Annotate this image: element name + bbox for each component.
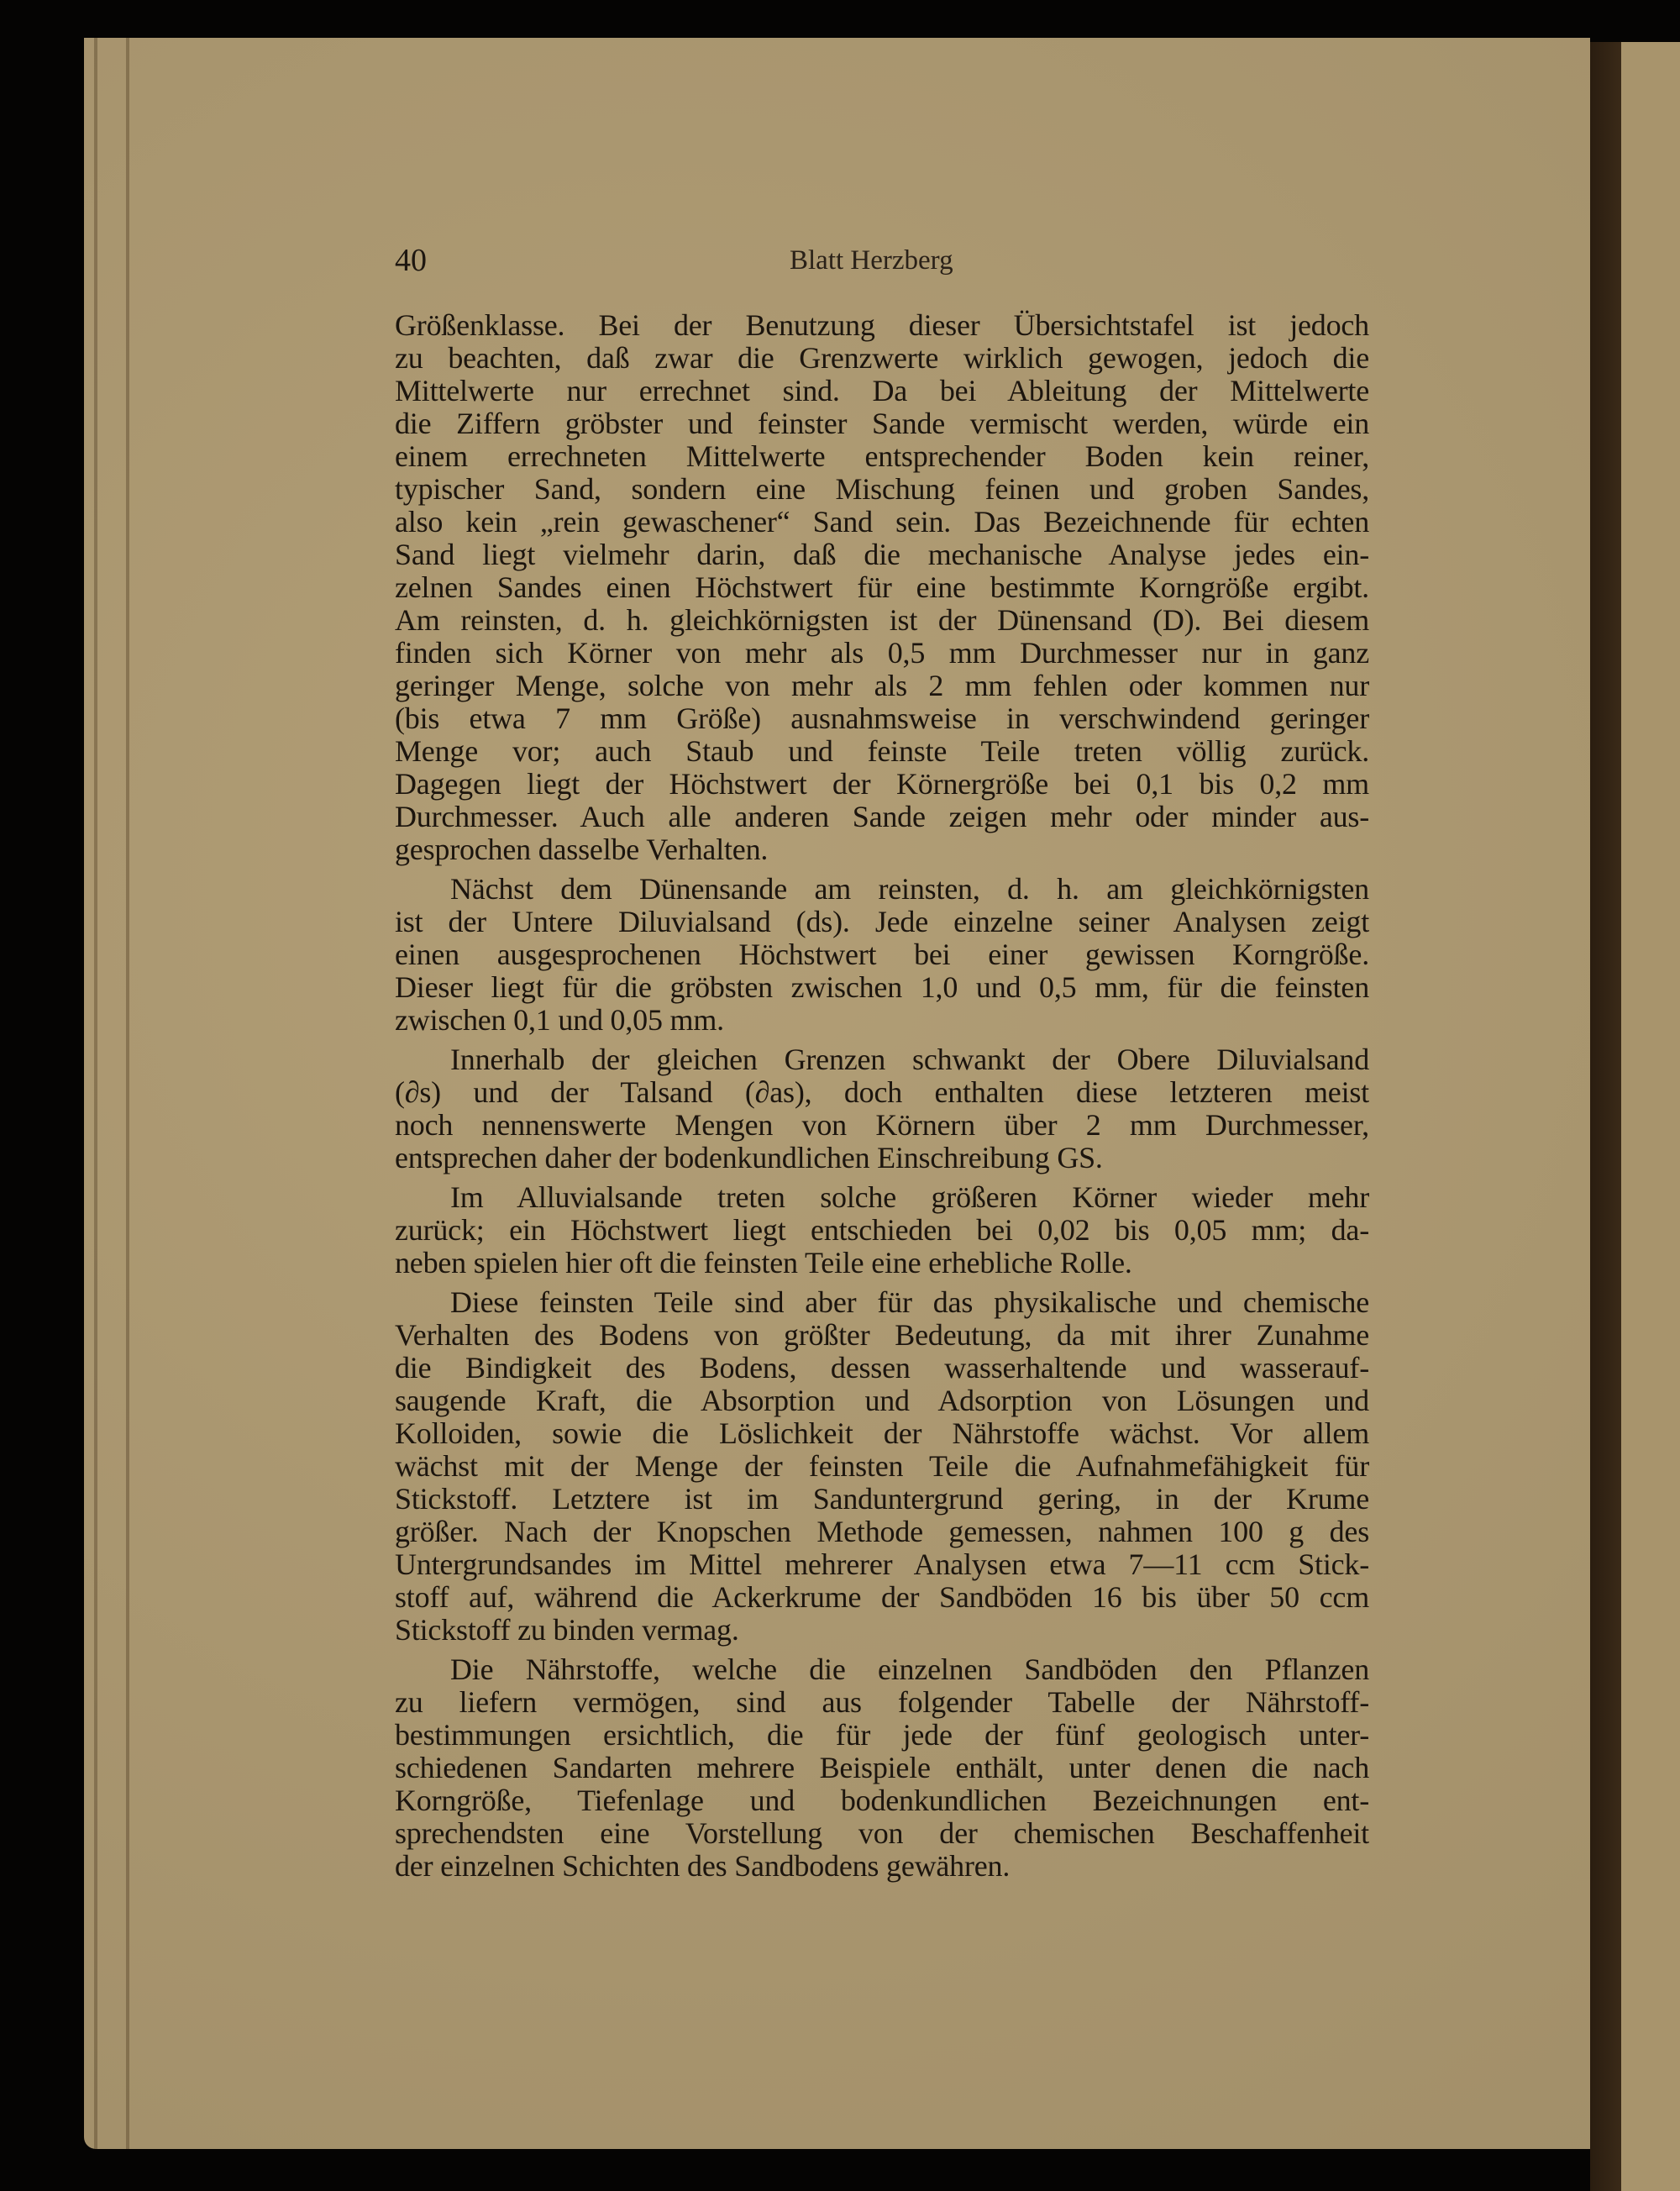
text-line: Innerhalb der gleichen Grenzen schwankt der Obere Diluvialsand [450, 1043, 1369, 1076]
paragraph [395, 1286, 1369, 1647]
text-line: Stickstoff. Letztere ist im Sanduntergrund gering, in der Krume [395, 1482, 1369, 1516]
text-line: wächst mit der Menge der feinsten Teile die Aufnahmefähigkeit für [395, 1449, 1369, 1483]
text-line: Dieser liegt für die gröbsten zwischen 1,0 und 0,5 mm, für die feinsten [395, 970, 1369, 1004]
text-line: also kein „rein gewaschener“ Sand sein. Das Bezeichnende für echten [395, 505, 1369, 539]
text-line: Untergrundsandes im Mittel mehrerer Analysen etwa 7—11 ccm Stick- [395, 1547, 1369, 1581]
text-line: zu beachten, daß zwar die Grenzwerte wirklich gewogen, jedoch die [395, 341, 1369, 375]
running-head: Blatt Herzberg [790, 245, 953, 276]
text-line: sprechendsten eine Vorstellung von der chemischen Beschaffenheit [395, 1816, 1369, 1850]
text-line: finden sich Körner von mehr als 0,5 mm Durchmesser nur in ganz [395, 636, 1369, 670]
text-line: Sand liegt vielmehr darin, daß die mechanische Analyse jedes ein- [395, 538, 1369, 571]
text-line: Diese feinsten Teile sind aber für das physikalische und chemische [450, 1285, 1369, 1319]
page-edge-line [126, 38, 129, 2149]
text-line: Stickstoff zu binden vermag. [395, 1613, 739, 1647]
text-line: typischer Sand, sondern eine Mischung feinen und groben Sandes, [395, 472, 1369, 506]
text-line: einem errechneten Mittelwerte entsprechender Boden kein reiner, [395, 439, 1369, 473]
text-line: bestimmungen ersichtlich, die für jede der fünf geologisch unter- [395, 1718, 1369, 1752]
text-line: gesprochen dasselbe Verhalten. [395, 833, 769, 866]
text-line: zurück; ein Höchstwert liegt entschieden bei 0,02 bis 0,05 mm; da- [395, 1213, 1369, 1247]
text-line: Dagegen liegt der Höchstwert der Körnergröße bei 0,1 bis 0,2 mm [395, 767, 1369, 801]
text-line: (bis etwa 7 mm Größe) ausnahmsweise in verschwindend geringer [395, 701, 1369, 735]
text-line: ist der Untere Diluvialsand (ds). Jede einzelne seiner Analysen zeigt [395, 905, 1369, 938]
text-line: noch nennenswerte Mengen von Körnern über 2 mm Durchmesser, [395, 1108, 1369, 1142]
page-number: 40 [395, 243, 427, 278]
text-line: Menge vor; auch Staub und feinste Teile treten völlig zurück. [395, 734, 1369, 768]
text-line: schiedenen Sandarten mehrere Beispiele enthält, unter denen die nach [395, 1751, 1369, 1784]
paragraph [395, 1181, 1369, 1279]
adjacent-page-edge [1621, 42, 1680, 2191]
text-line: zwischen 0,1 und 0,05 mm. [395, 1003, 724, 1037]
text-line: Die Nährstoffe, welche die einzelnen Sandböden den Pflanzen [450, 1652, 1369, 1686]
text-line: Nächst dem Dünensande am reinsten, d. h. am gleichkörnigsten [450, 872, 1369, 906]
text-line: neben spielen hier oft die feinsten Teile eine erhebliche Rolle. [395, 1246, 1132, 1279]
text-line: zu liefern vermögen, sind aus folgender Tabelle der Nährstoff- [395, 1685, 1369, 1719]
text-line: stoff auf, während die Ackerkrume der Sandböden 16 bis über 50 ccm [395, 1580, 1369, 1614]
text-line: die Ziffern gröbster und feinster Sande vermischt werden, würde ein [395, 407, 1369, 440]
text-line: einen ausgesprochenen Höchstwert bei einer gewissen Korngröße. [395, 938, 1369, 971]
text-line: saugende Kraft, die Absorption und Adsorption von Lösungen und [395, 1384, 1369, 1417]
text-line: Im Alluvialsande treten solche größeren Körner wieder mehr [450, 1180, 1369, 1214]
text-line: Am reinsten, d. h. gleichkörnigsten ist der Dünensand (D). Bei diesem [395, 603, 1369, 637]
text-line: Größenklasse. Bei der Benutzung dieser Übersichtstafel ist jedoch [395, 308, 1369, 342]
text-line: entsprechen daher der bodenkundlichen Einschreibung GS. [395, 1141, 1103, 1174]
text-line: (∂s) und der Talsand (∂as), doch enthalten diese letzteren meist [395, 1075, 1369, 1109]
book-gutter [1590, 42, 1621, 2191]
text-line: zelnen Sandes einen Höchstwert für eine bestimmte Korngröße ergibt. [395, 570, 1369, 604]
text-line: Korngröße, Tiefenlage und bodenkundlichen Bezeichnungen ent- [395, 1784, 1369, 1817]
paragraph [395, 309, 1369, 866]
body-text [395, 309, 1369, 1889]
paragraph [395, 873, 1369, 1037]
text-line: geringer Menge, solche von mehr als 2 mm fehlen oder kommen nur [395, 669, 1369, 702]
paragraph [395, 1653, 1369, 1883]
text-line: größer. Nach der Knopschen Methode gemessen, nahmen 100 g des [395, 1515, 1369, 1548]
text-line: Mittelwerte nur errechnet sind. Da bei Ableitung der Mittelwerte [395, 374, 1369, 407]
paragraph [395, 1043, 1369, 1174]
text-line: Durchmesser. Auch alle anderen Sande zeigen mehr oder minder aus- [395, 800, 1369, 833]
page-edge-line [94, 38, 97, 2149]
text-line: Kolloiden, sowie die Löslichkeit der Nährstoffe wächst. Vor allem [395, 1416, 1369, 1450]
text-line: Verhalten des Bodens von größter Bedeutung, da mit ihrer Zunahme [395, 1318, 1369, 1352]
text-line: die Bindigkeit des Bodens, dessen wasserhaltende und wasserauf- [395, 1351, 1369, 1384]
text-line: der einzelnen Schichten des Sandbodens gewähren. [395, 1849, 1011, 1883]
